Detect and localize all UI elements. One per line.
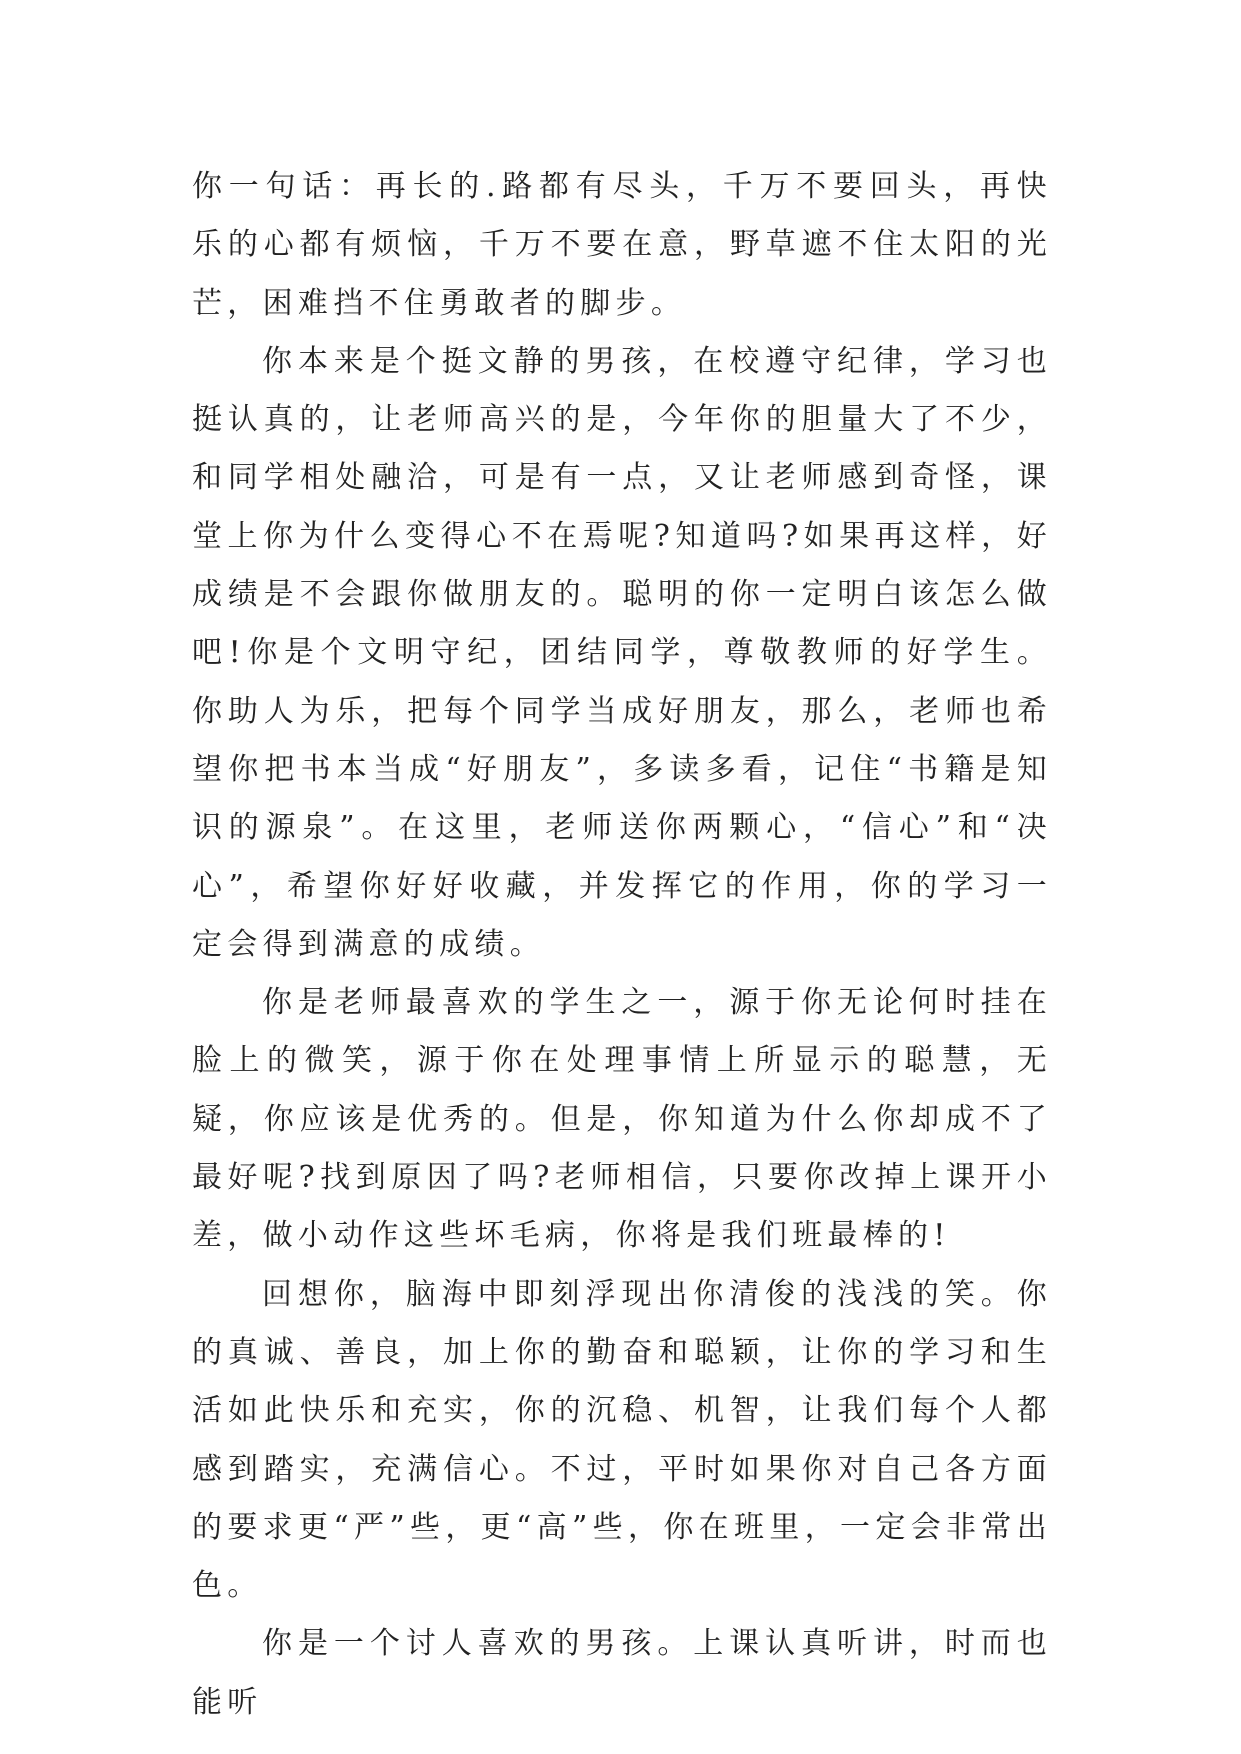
paragraph-quiet-boy: 你本来是个挺文静的男孩，在校遵守纪律，学习也挺认真的，让老师高兴的是，今年你的胆量大了不少，和同学相处融洽，可是有一点，又让老师感到奇怪，课堂上你为什么变得心不在焉呢?知道吗?如果再这样，好成绩是不会跟你做朋友的。聪明的你一定明白该怎么做吧!你是个文明守纪，团结同学，尊敬教师的好学生。你助人为乐，把每个同学当成好朋友，那么，老师也希望你把书本当成“好朋友”，多读多看，记住“书籍是知识的源泉”。在这里，老师送你两颗心，“信心”和“决心”，希望你好好收藏，并发挥它的作用，你的学习一定会得到满意的成绩。 bbox=[192, 343, 1052, 962]
paragraph-likeable-boy: 你是一个讨人喜欢的男孩。上课认真听讲，时而也能听 bbox=[192, 1626, 1052, 1720]
paragraph-favorite-student: 你是老师最喜欢的学生之一，源于你无论何时挂在脸上的微笑，源于你在处理事情上所显示的聪慧，无疑，你应该是优秀的。但是，你知道为什么你却成不了最好呢?找到原因了吗?老师相信，只要你改掉上课开小差，做小动作这些坏毛病，你将是我们班最棒的! bbox=[192, 985, 1052, 1254]
paragraph-recall: 回想你，脑海中即刻浮现出你清俊的浅浅的笑。你的真诚、善良，加上你的勤奋和聪颖，让你的学习和生活如此快乐和充实，你的沉稳、机智，让我们每个人都感到踏实，充满信心。不过，平时如果你对自己各方面的要求更“严”些，更“高”些，你在班里，一定会非常出色。 bbox=[192, 1276, 1052, 1604]
paragraph-continuation: 你一句话：再长的.路都有尽头，千万不要回头，再快乐的心都有烦恼，千万不要在意，野草遮不住太阳的光芒，困难挡不住勇敢者的脚步。 bbox=[192, 169, 1052, 321]
document-page bbox=[192, 158, 1052, 1732]
